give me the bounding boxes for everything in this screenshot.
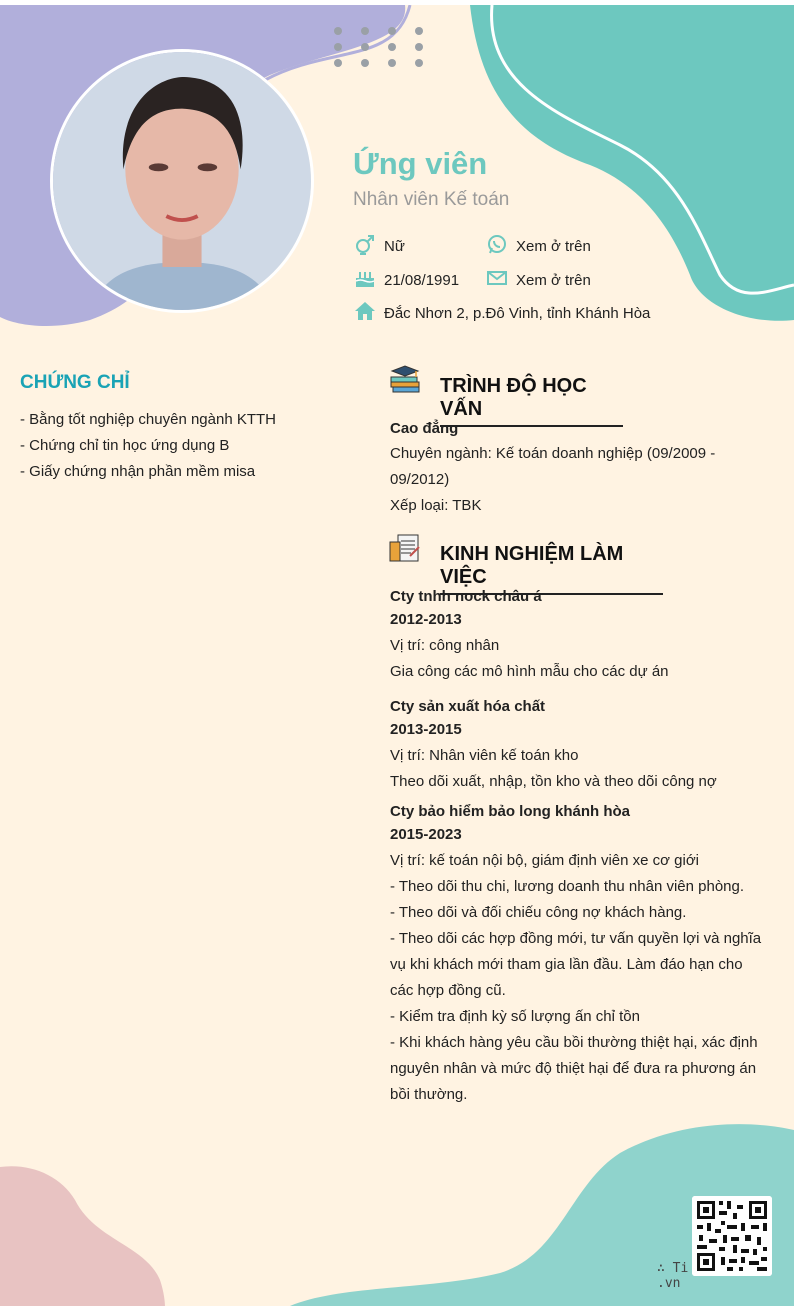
education-major-line: Chuyên ngành: Kế toán doanh nghiệp (09/2009 - [390,445,716,462]
job-line: nguyên nhân và mức độ thiệt hại để đưa ra phương án [390,1060,757,1077]
certificate-item: - Bằng tốt nghiệp chuyên ngành KTTH [20,411,276,428]
job-line: các hợp đồng cũ. [390,982,506,999]
job-line: Vị trí: công nhân [390,637,500,654]
job-company: Cty bảo hiểm bảo long khánh hòa [390,803,631,820]
education-books-icon [388,364,422,396]
candidate-role: Nhân viên Kế toán [353,189,510,210]
job-company: Cty sản xuất hóa chất [390,698,546,715]
education-grade: Xếp loại: TBK [390,497,482,514]
job-line: Vị trí: kế toán nội bộ, giám định viên xe cơ giới [390,852,699,869]
qr-code[interactable] [692,1196,772,1276]
watermark-start: ∴ Ti [657,1261,689,1276]
email-value: Xem ở trên [516,272,591,289]
job-line: Gia công các mô hình mẫu cho các dự án [390,663,669,680]
address-value: Đắc Nhơn 2, p.Đô Vinh, tỉnh Khánh Hòa [384,305,651,322]
whatsapp-icon [486,233,508,255]
job-period: 2012-2013 [390,611,462,628]
job-line: - Kiểm tra định kỳ số lượng ấn chỉ tồn [390,1008,640,1025]
experience-title: KINH NGHIỆM LÀM VIỆC [440,543,663,595]
email-icon [486,267,508,289]
job-line: Theo dõi xuất, nhập, tồn kho và theo dõi công nợ [390,773,717,790]
certificate-item: - Giấy chứng nhận phần mềm misa [20,463,256,480]
gender-icon [354,233,376,255]
watermark-end: .vn [657,1276,681,1291]
education-degree: Cao đẳng [390,420,459,437]
experience-documents-icon [388,532,422,564]
job-line: - Theo dõi thu chi, lương doanh thu nhân viên phòng. [390,878,745,895]
birthday-cake-icon [354,267,376,289]
job-company: Cty tnhh nock châu á [390,588,542,605]
job-line: Vị trí: Nhân viên kế toán kho [390,747,579,764]
phone-value: Xem ở trên [516,238,591,255]
job-line: - Theo dõi các hợp đồng mới, tư vấn quyền lợi và nghĩa [390,930,762,947]
certificates-title: CHỨNG CHỈ [20,372,130,393]
job-line: bồi thường. [390,1086,468,1103]
birthday-value: 21/08/1991 [384,272,460,289]
job-line: - Theo dõi và đối chiếu công nợ khách hàng. [390,904,687,921]
gender-value: Nữ [384,238,405,255]
education-major-line: 09/2012) [390,471,450,488]
certificate-item: - Chứng chỉ tin học ứng dụng B [20,437,230,454]
job-period: 2015-2023 [390,826,462,843]
job-line: vụ khi khách mới tham gia lần đầu. Làm đáo hạn cho [390,956,743,973]
cv-page [0,5,794,1306]
candidate-name: Ứng viên [353,146,488,181]
education-title: TRÌNH ĐỘ HỌC VẤN [440,375,623,427]
home-icon [354,300,376,322]
job-period: 2013-2015 [390,721,462,738]
avatar [50,49,314,313]
job-line: - Khi khách hàng yêu cầu bồi thường thiệt hại, xác định [390,1034,758,1051]
portrait-image [53,52,311,310]
